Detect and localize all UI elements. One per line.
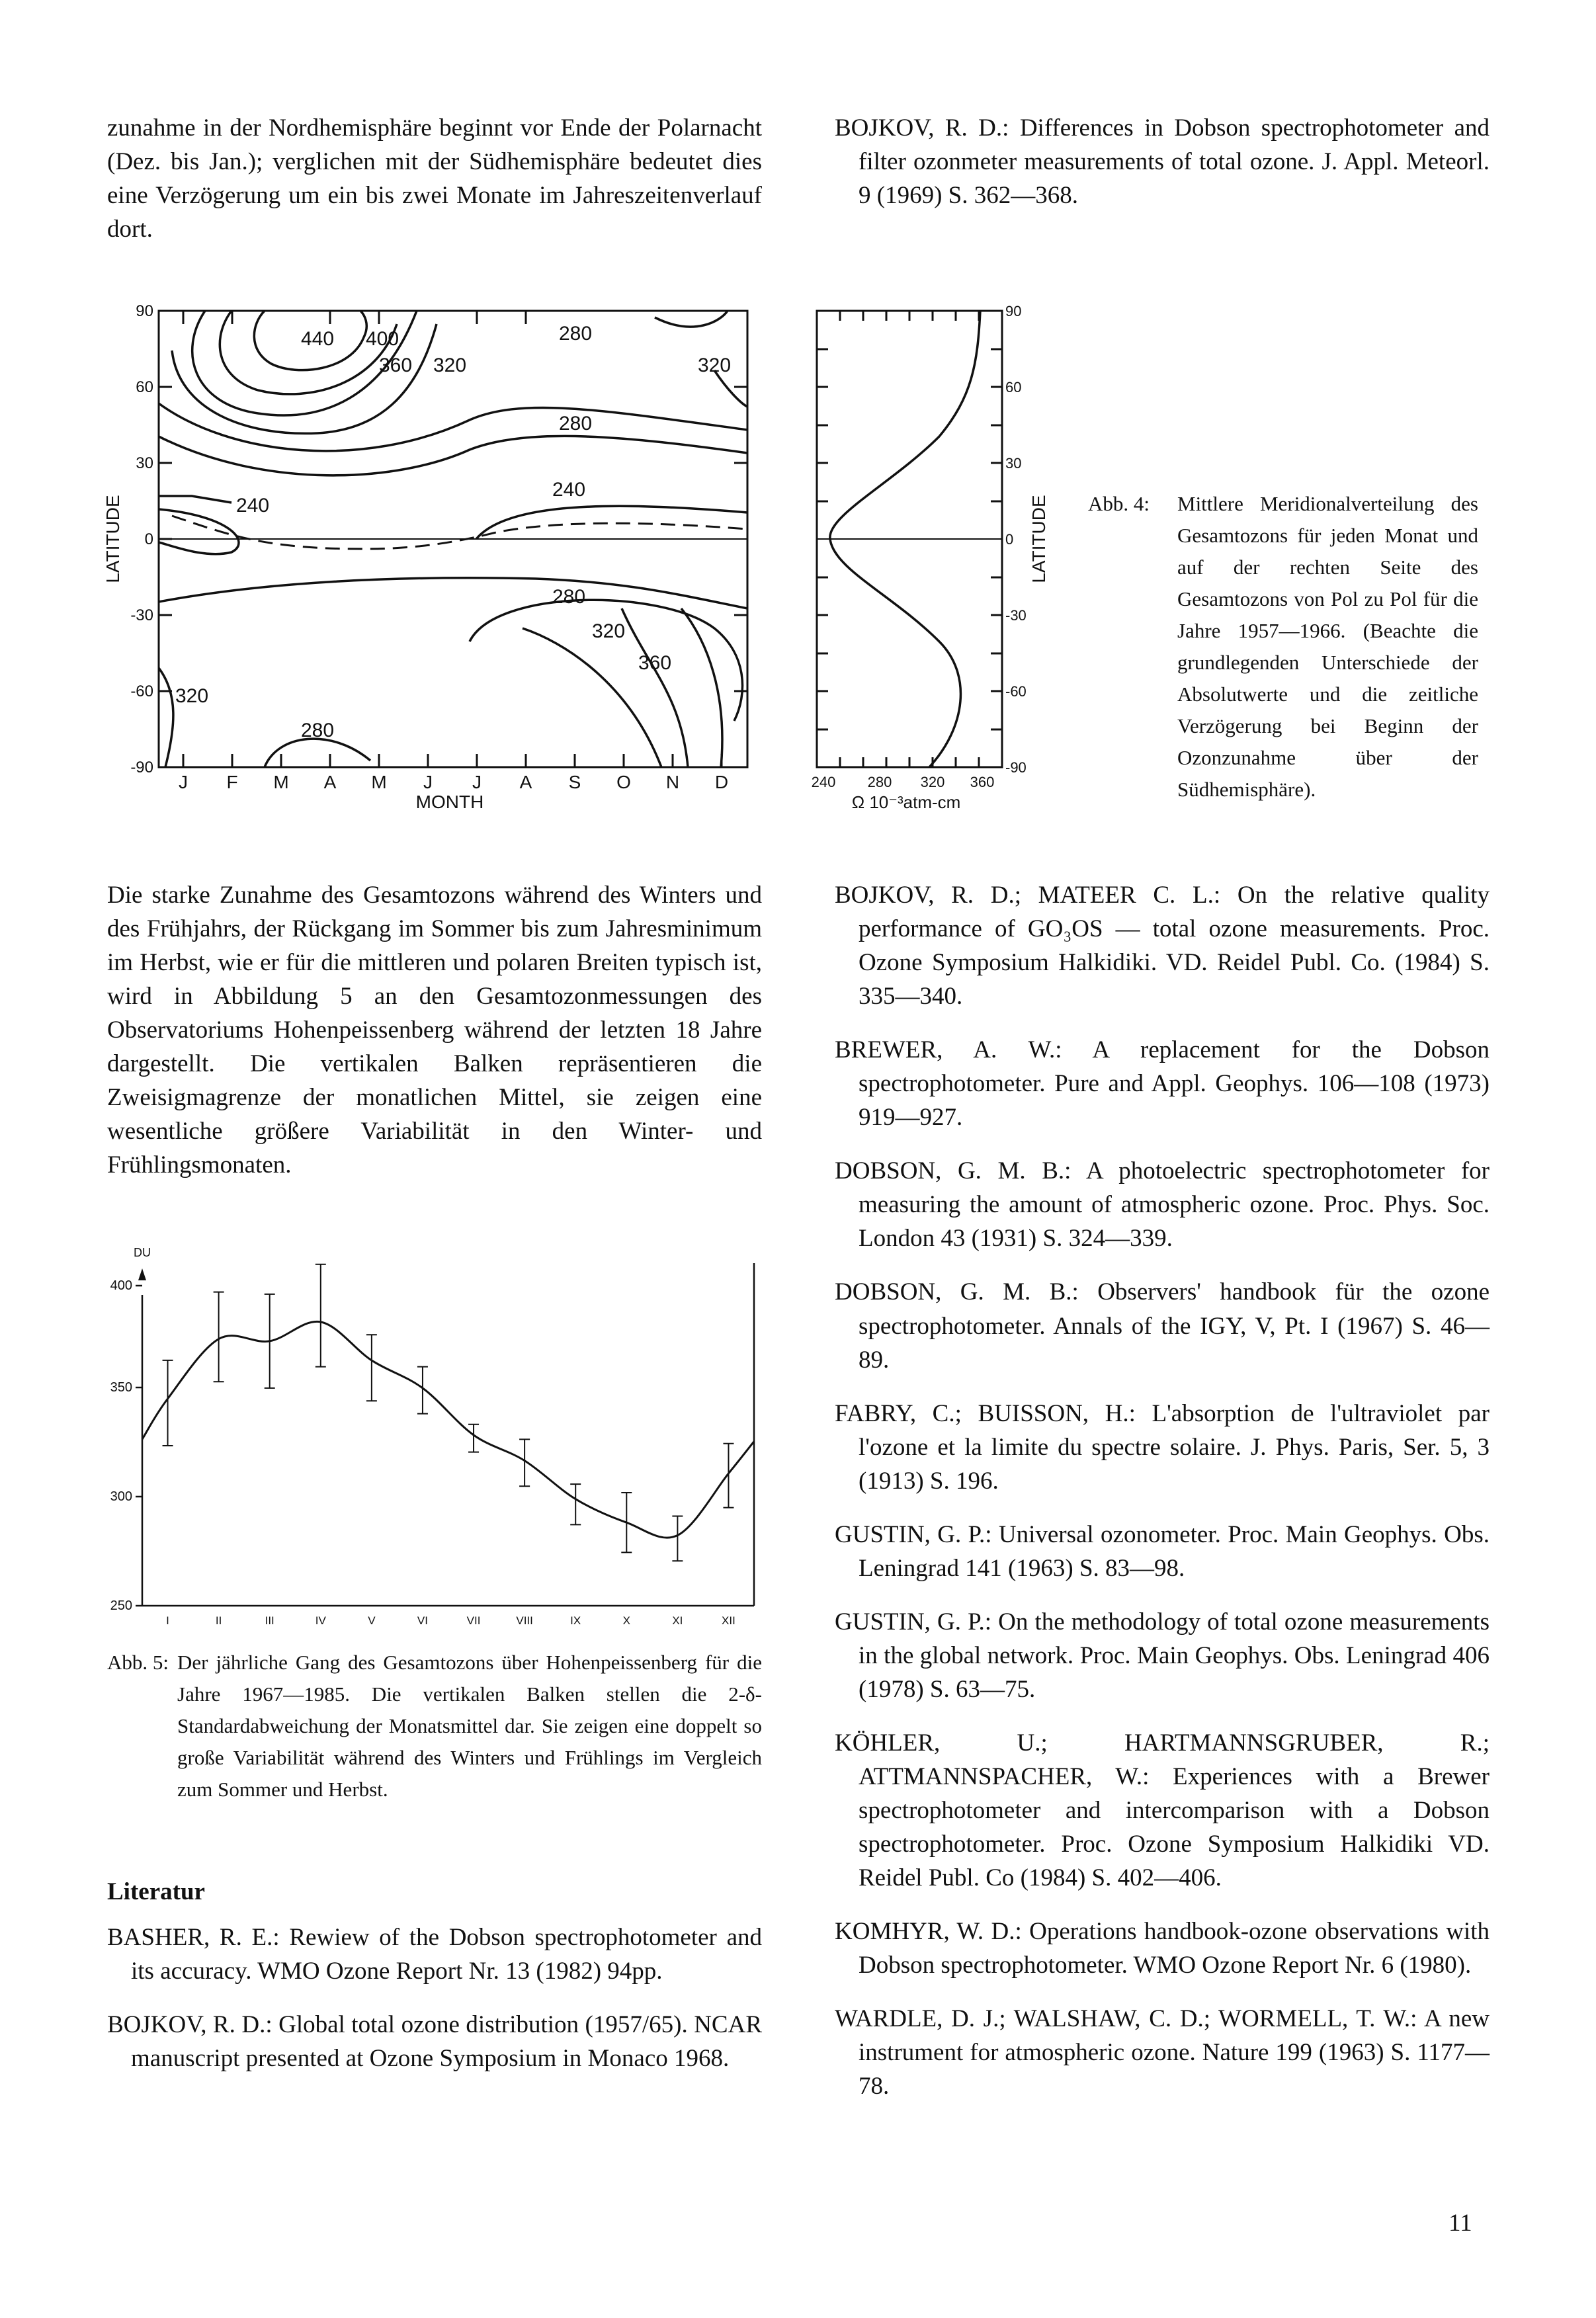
- profile-x-tick: 320: [920, 774, 945, 790]
- fig5-x-tick-label: II: [215, 1614, 222, 1627]
- fig4-y-tick-minus60: -60: [130, 683, 153, 700]
- fig4-y-axis-label: LATITUDE: [103, 495, 123, 583]
- fig5-y-tick: 250: [110, 1598, 132, 1613]
- reference-item: BASHER, R. E.: Rewiew of the Dobson spectrophotometer and its accuracy. WMO Ozone Report Nr. 13 (1982) 94pp.: [107, 1924, 762, 1985]
- contour-label: 440: [300, 328, 335, 350]
- contour-label: 320: [591, 620, 626, 642]
- reference-item: WARDLE, D. J.; WALSHAW, C. D.; WORMELL, T. W.: A new instrument for atmospheric ozone. Nature 199 (1963) S. 1177—78.: [835, 2005, 1490, 2100]
- profile-lat-tick: -30: [1005, 607, 1027, 624]
- fig4-latitude-profile: [807, 298, 1058, 813]
- fig5-chart: [93, 1237, 767, 1627]
- reference-item: DOBSON, G. M. B.: Observers' handbook für the ozone spectrophotometer. Annals of the IGY, V, Pt. I (1967) S. 46—89.: [835, 1278, 1490, 1374]
- fig5-caption: [107, 1647, 762, 1805]
- contour-label: 240: [235, 495, 270, 517]
- fig4-contour-plot: [99, 298, 761, 813]
- fig4-y-tick-60: 60: [136, 378, 153, 396]
- middle-left-paragraph: Die starke Zunahme des Gesamtozons während des Winters und des Frühjahrs, der Rückgang im Sommer bis zum Jahresminimum im Herbst, wie er für die mittleren und polaren Breiten typisch ist, wird in Abbildung 5 an den Gesamtozonmessungen des Observatoriums Hohenpeissenberg während der letzten 18 Jahre dargestellt. Die vertikalen Balken repräsentieren die Zweisigmagrenze der monatlichen Mittel, sie zeigen eine wesentliche größere Variabilität in den Winter- und Frühlingsmonaten.: [107, 882, 762, 1179]
- contour-label: 320: [433, 354, 467, 376]
- profile-unit-label: Ω 10⁻³atm-cm: [851, 792, 961, 812]
- top-right-reference-text: BOJKOV, R. D.: Differences in Dobson spectrophotometer and filter ozonmeter measurements of total ozone. J. Appl. Meteorl. 9 (1969) S. 362—368.: [835, 114, 1490, 210]
- fig5-y-tick: 400: [110, 1278, 132, 1293]
- profile-x-tick: 240: [811, 774, 836, 790]
- top-right-reference: [835, 111, 1490, 212]
- profile-lat-tick: -90: [1005, 759, 1027, 776]
- contour-label: 320: [697, 354, 732, 376]
- reference-item: KOMHYR, W. D.: Operations handbook-ozone observations with Dobson spectrophotometer. WMO Ozone Report Nr. 6 (1980).: [835, 1918, 1490, 1979]
- reference-item: KÖHLER, U.; HARTMANNSGRUBER, R.; ATTMANNSPACHER, W.: Experiences with a Brewer spectrophotometer and intercomparison with a Dobson spectrophotometer. Proc. Ozone Symposium Halkidiki VD. Reidel Publ. Co (1984) S. 402—406.: [835, 1729, 1490, 1892]
- fig5-x-tick-label: VI: [417, 1614, 428, 1627]
- contour-label: 280: [552, 586, 586, 608]
- profile-x-tick: 360: [970, 774, 995, 790]
- fig5-x-tick-label: III: [265, 1614, 274, 1627]
- fig5-caption-text: Der jährliche Gang des Gesamtozons über Hohenpeissenberg für die Jahre 1967—1985. Die vertikalen Balken stellen die 2-δ-Standardabweichung der Monatsmittel dar. Sie zeigen eine doppelt so große Variabilität während des Winters und Frühlings im Vergleich zum Sommer und Herbst.: [177, 1651, 762, 1801]
- fig5-x-tick-label: IX: [570, 1614, 581, 1627]
- literatur-heading: Literatur: [107, 1878, 205, 1905]
- fig4-contour-svg: [99, 298, 761, 813]
- contour-label: 280: [300, 720, 335, 741]
- profile-lat-tick: 30: [1005, 455, 1022, 472]
- reference-item: BOJKOV, R. D.: Global total ozone distribution (1957/65). NCAR manuscript presented at Ozone Symposium in Monaco 1968.: [107, 2011, 762, 2073]
- literatur-section: [107, 1875, 762, 2095]
- fig4-month-label: J: [472, 772, 482, 792]
- fig5-y-tick: 350: [110, 1380, 132, 1395]
- fig5-x-tick-label: V: [368, 1614, 376, 1627]
- fig4-month-label: F: [226, 772, 238, 792]
- contour-label: 360: [638, 652, 672, 674]
- reference-item: FABRY, C.; BUISSON, H.: L'absorption de l'ultraviolet par l'ozone et la limite du spectre solaire. J. Phys. Paris, Ser. 5, 3 (1913) S. 196.: [835, 1399, 1490, 1495]
- right-references: [835, 878, 1490, 2123]
- top-left-paragraph: zunahme in der Nordhemisphäre beginnt vor Ende der Polarnacht (Dez. bis Jan.); verglichen mit der Südhemisphäre bedeutet dies eine Verzögerung um ein bis zwei Monate im Jahreszeitenverlauf dort.: [107, 114, 762, 243]
- fig4-caption-label: Abb. 4:: [1088, 492, 1150, 515]
- fig4-y-tick-minus30: -30: [130, 606, 153, 624]
- profile-lat-tick: 60: [1005, 379, 1022, 395]
- profile-lat-tick: 90: [1005, 303, 1022, 319]
- fig4-caption: [1088, 488, 1478, 806]
- fig4-month-label: M: [273, 772, 289, 792]
- contour-label: 360: [378, 354, 413, 376]
- fig4-month-label: A: [519, 772, 532, 792]
- fig4-month-label: S: [568, 772, 581, 792]
- fig5-x-tick-label: VII: [466, 1614, 481, 1627]
- profile-y-axis-label: LATITUDE: [1029, 495, 1049, 583]
- fig4-y-tick-0: 0: [144, 530, 153, 548]
- fig4-profile-svg: [807, 298, 1058, 813]
- fig4-y-tick-30: 30: [136, 454, 153, 472]
- fig4-month-label: J: [423, 772, 433, 792]
- profile-lat-tick: 0: [1005, 531, 1014, 548]
- fig5-series-line: [142, 1321, 754, 1538]
- fig4-y-tick-90: 90: [136, 302, 153, 320]
- fig4-month-label: D: [714, 772, 729, 792]
- profile-lat-tick: -60: [1005, 683, 1027, 700]
- fig5-x-tick-label: XII: [722, 1614, 735, 1627]
- contour-label: 280: [558, 323, 593, 345]
- fig5-caption-label: Abb. 5:: [107, 1651, 169, 1674]
- fig4-y-tick-minus90: -90: [130, 759, 153, 776]
- reference-item: DOBSON, G. M. B.: A photoelectric spectrophotometer for measuring the amount of atmospheric ozone. Proc. Phys. Soc. London 43 (1931) S. 324—339.: [835, 1157, 1490, 1253]
- fig5-x-tick-label: VIII: [516, 1614, 533, 1627]
- fig5-y-axis-label: DU: [134, 1246, 151, 1259]
- fig4-month-label: M: [371, 772, 387, 792]
- contour-label: 320: [175, 685, 209, 707]
- reference-item: GUSTIN, G. P.: On the methodology of total ozone measurements in the global network. Proc. Main Geophys. Obs. Leningrad 406 (1978) S. 63—75.: [835, 1608, 1490, 1703]
- fig4-x-axis-label: MONTH: [415, 792, 484, 812]
- fig5-x-tick-label: IV: [315, 1614, 326, 1627]
- reference-item: BREWER, A. W.: A replacement for the Dobson spectrophotometer. Pure and Appl. Geophys. 106—108 (1973) 919—927.: [835, 1036, 1490, 1132]
- reference-item: GUSTIN, G. P.: Universal ozonometer. Proc. Main Geophys. Obs. Leningrad 141 (1963) S. 83—98.: [835, 1520, 1490, 1582]
- fig4-caption-text: Mittlere Meridionalverteilung des Gesamtozons für jeden Monat und auf der rechten Seite des Gesamtozons von Pol zu Pol für die Jahre 1957—1966. (Beachte die grundlegenden Unterschiede der Absolutwerte und die zeitliche Verzögerung bei Beginn der Ozonzunahme über der Südhemisphäre).: [1177, 492, 1478, 802]
- fig4-month-label: J: [179, 772, 188, 792]
- contour-label: 240: [552, 479, 586, 501]
- fig5-y-tick: 300: [110, 1489, 132, 1504]
- profile-x-tick: 280: [867, 774, 892, 790]
- fig5-svg: [93, 1237, 767, 1627]
- fig4-month-label: O: [616, 772, 631, 792]
- page-number: 11: [1449, 2210, 1472, 2237]
- reference-item: BOJKOV, R. D.; MATEER C. L.: On the relative quality performance of GO₃OS — total ozone measurements. Proc. Ozone Symposium Halkidiki. VD. Reidel Publ. Co. (1984) S. 335—340.: [835, 882, 1490, 1011]
- fig4-month-label: A: [323, 772, 337, 792]
- fig4-month-label: N: [665, 772, 680, 792]
- fig5-x-tick-label: I: [166, 1614, 169, 1627]
- fig5-x-tick-label: XI: [672, 1614, 683, 1627]
- contour-label: 280: [558, 413, 593, 435]
- contour-label: 400: [365, 328, 399, 350]
- fig5-x-tick-label: X: [622, 1614, 630, 1627]
